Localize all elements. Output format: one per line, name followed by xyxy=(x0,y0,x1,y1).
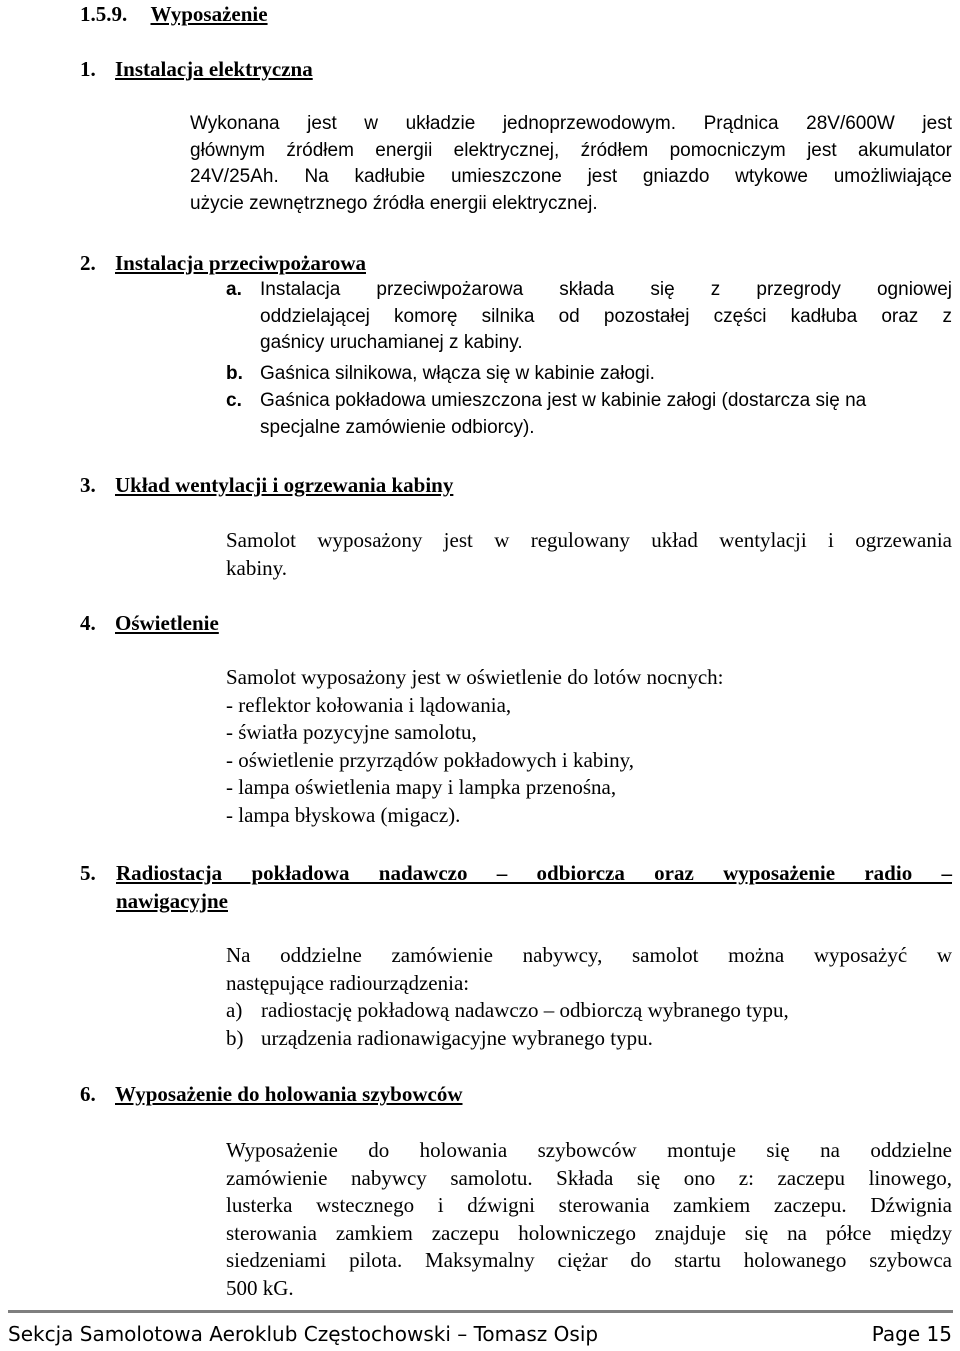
item-5-title-line: Radiostacja pokładowa nadawczo – odbiorcza oraz wyposażenie radio – xyxy=(116,861,952,885)
item-2-title: Instalacja przeciwpożarowa xyxy=(115,251,366,275)
section-heading xyxy=(80,1,268,27)
footer-rule xyxy=(8,1310,953,1313)
item-1-line: Wykonana jest w układzie jednoprzewodowym. Prądnica 28V/600W jest xyxy=(190,113,952,134)
subitem-text xyxy=(260,361,952,388)
item-6-body xyxy=(226,1137,952,1302)
item-2-number: 2. xyxy=(80,251,96,275)
item-6-line: sterowania zamkiem zaczepu holowniczego znajduje się na półce między xyxy=(226,1220,952,1245)
item-5-title-line: nawigacyjne xyxy=(116,889,228,913)
item-1-number: 1. xyxy=(80,57,96,81)
subitem-text: radiostację pokładową nadawczo – odbiorczą wybranego typu, xyxy=(261,998,789,1022)
item-6-heading xyxy=(80,1081,463,1107)
subitem-marker: a) xyxy=(226,998,243,1022)
item-1-line: 24V/25Ah. Na kadłubie umieszczone jest gniazdo wtykowe umożliwiające xyxy=(190,166,952,187)
item-3-line: kabiny. xyxy=(226,555,288,580)
item-6-line: siedzeniami pilota. Maksymalny ciężar do startu holowanego szybowca xyxy=(226,1248,952,1272)
subitem-text xyxy=(260,388,952,441)
subitem-marker: b. xyxy=(226,363,243,384)
item-5-subitem-a xyxy=(226,997,789,1025)
subitem-line: Gaśnica pokładowa umieszczona jest w kabinie załogi (dostarcza się na xyxy=(260,390,867,411)
item-4-heading xyxy=(80,610,219,636)
item-2-subitem-b xyxy=(226,361,952,388)
item-2-subitem-c xyxy=(226,388,952,442)
item-6-line: 500 kG. xyxy=(226,1275,294,1300)
item-4-line: - oświetlenie przyrządów pokładowych i kabiny, xyxy=(226,747,635,772)
item-6-line: Wyposażenie do holowania szybowców montuje się na oddzielne xyxy=(226,1138,952,1162)
item-4-line: Samolot wyposażony jest w oświetlenie do lotów nocnych: xyxy=(226,665,724,689)
item-1-line: głównym źródłem energii elektrycznej, źródłem pomocniczym jest akumulator xyxy=(190,139,952,161)
item-5-line: Na oddzielne zamówienie nabywcy, samolot można wyposażyć w xyxy=(226,943,952,967)
item-5-line: następujące radiourządzenia: xyxy=(226,970,470,995)
item-1-line: użycie zewnętrznego źródła energii elektrycznej. xyxy=(190,192,598,214)
subitem-text: urządzenia radionawigacyjne wybranego typu. xyxy=(261,1026,653,1050)
subitem-marker: b) xyxy=(226,1026,244,1050)
item-4-line: - reflektor kołowania i lądowania, xyxy=(226,692,512,717)
item-5-body xyxy=(226,942,952,997)
subitem-line: specjalne zamówienie odbiorcy). xyxy=(260,416,535,438)
footer-left-text: Sekcja Samolotowa Aeroklub Częstochowski – Tomasz Osip xyxy=(8,1322,599,1346)
footer-page-number: Page 15 xyxy=(871,1322,952,1346)
item-4-line: - lampa błyskowa (migacz). xyxy=(226,802,461,827)
subitem-marker: c. xyxy=(226,390,242,411)
item-6-number: 6. xyxy=(80,1082,96,1106)
item-4-title: Oświetlenie xyxy=(115,611,219,635)
subitem-line: Gaśnica silnikowa, włącza się w kabinie załogi. xyxy=(260,363,655,384)
subitem-text xyxy=(260,277,952,357)
item-5-subitem-b xyxy=(226,1025,653,1053)
item-3-number: 3. xyxy=(80,473,96,497)
item-4-line: - lampa oświetlenia mapy i lampka przenośna, xyxy=(226,775,617,799)
section-number: 1.5.9. xyxy=(80,2,128,26)
item-2-subitem-a xyxy=(226,277,952,357)
item-3-line: Samolot wyposażony jest w regulowany układ wentylacji i ogrzewania xyxy=(226,528,952,552)
item-3-heading xyxy=(80,472,453,498)
subitem-line: Instalacja przeciwpożarowa składa się z przegrody ogniowej xyxy=(260,279,952,300)
item-5-number: 5. xyxy=(80,861,96,885)
subitem-marker: a. xyxy=(226,279,242,300)
item-6-line: zamówienie nabywcy samolotu. Składa się ono z: zaczepu linowego, xyxy=(226,1165,952,1190)
item-6-title: Wyposażenie do holowania szybowców xyxy=(115,1082,463,1106)
subitem-line: gaśnicy uruchamianej z kabiny. xyxy=(260,332,523,353)
item-4-number: 4. xyxy=(80,611,96,635)
section-title: Wyposażenie xyxy=(150,2,268,26)
item-6-line: lusterka wstecznego i dźwigni sterowania zamkiem zaczepu. Dźwignia xyxy=(226,1193,952,1217)
item-1-body xyxy=(190,111,952,217)
item-1-heading xyxy=(80,56,313,82)
item-1-title: Instalacja elektryczna xyxy=(115,57,313,81)
item-4-body xyxy=(226,664,952,829)
item-4-line: - światła pozycyjne samolotu, xyxy=(226,720,477,744)
item-3-body xyxy=(226,527,952,582)
item-2-heading xyxy=(80,250,366,276)
item-3-title: Układ wentylacji i ogrzewania kabiny xyxy=(115,473,454,497)
subitem-line: oddzielającej komorę silnika od pozostałej części kadłuba oraz z xyxy=(260,305,952,327)
